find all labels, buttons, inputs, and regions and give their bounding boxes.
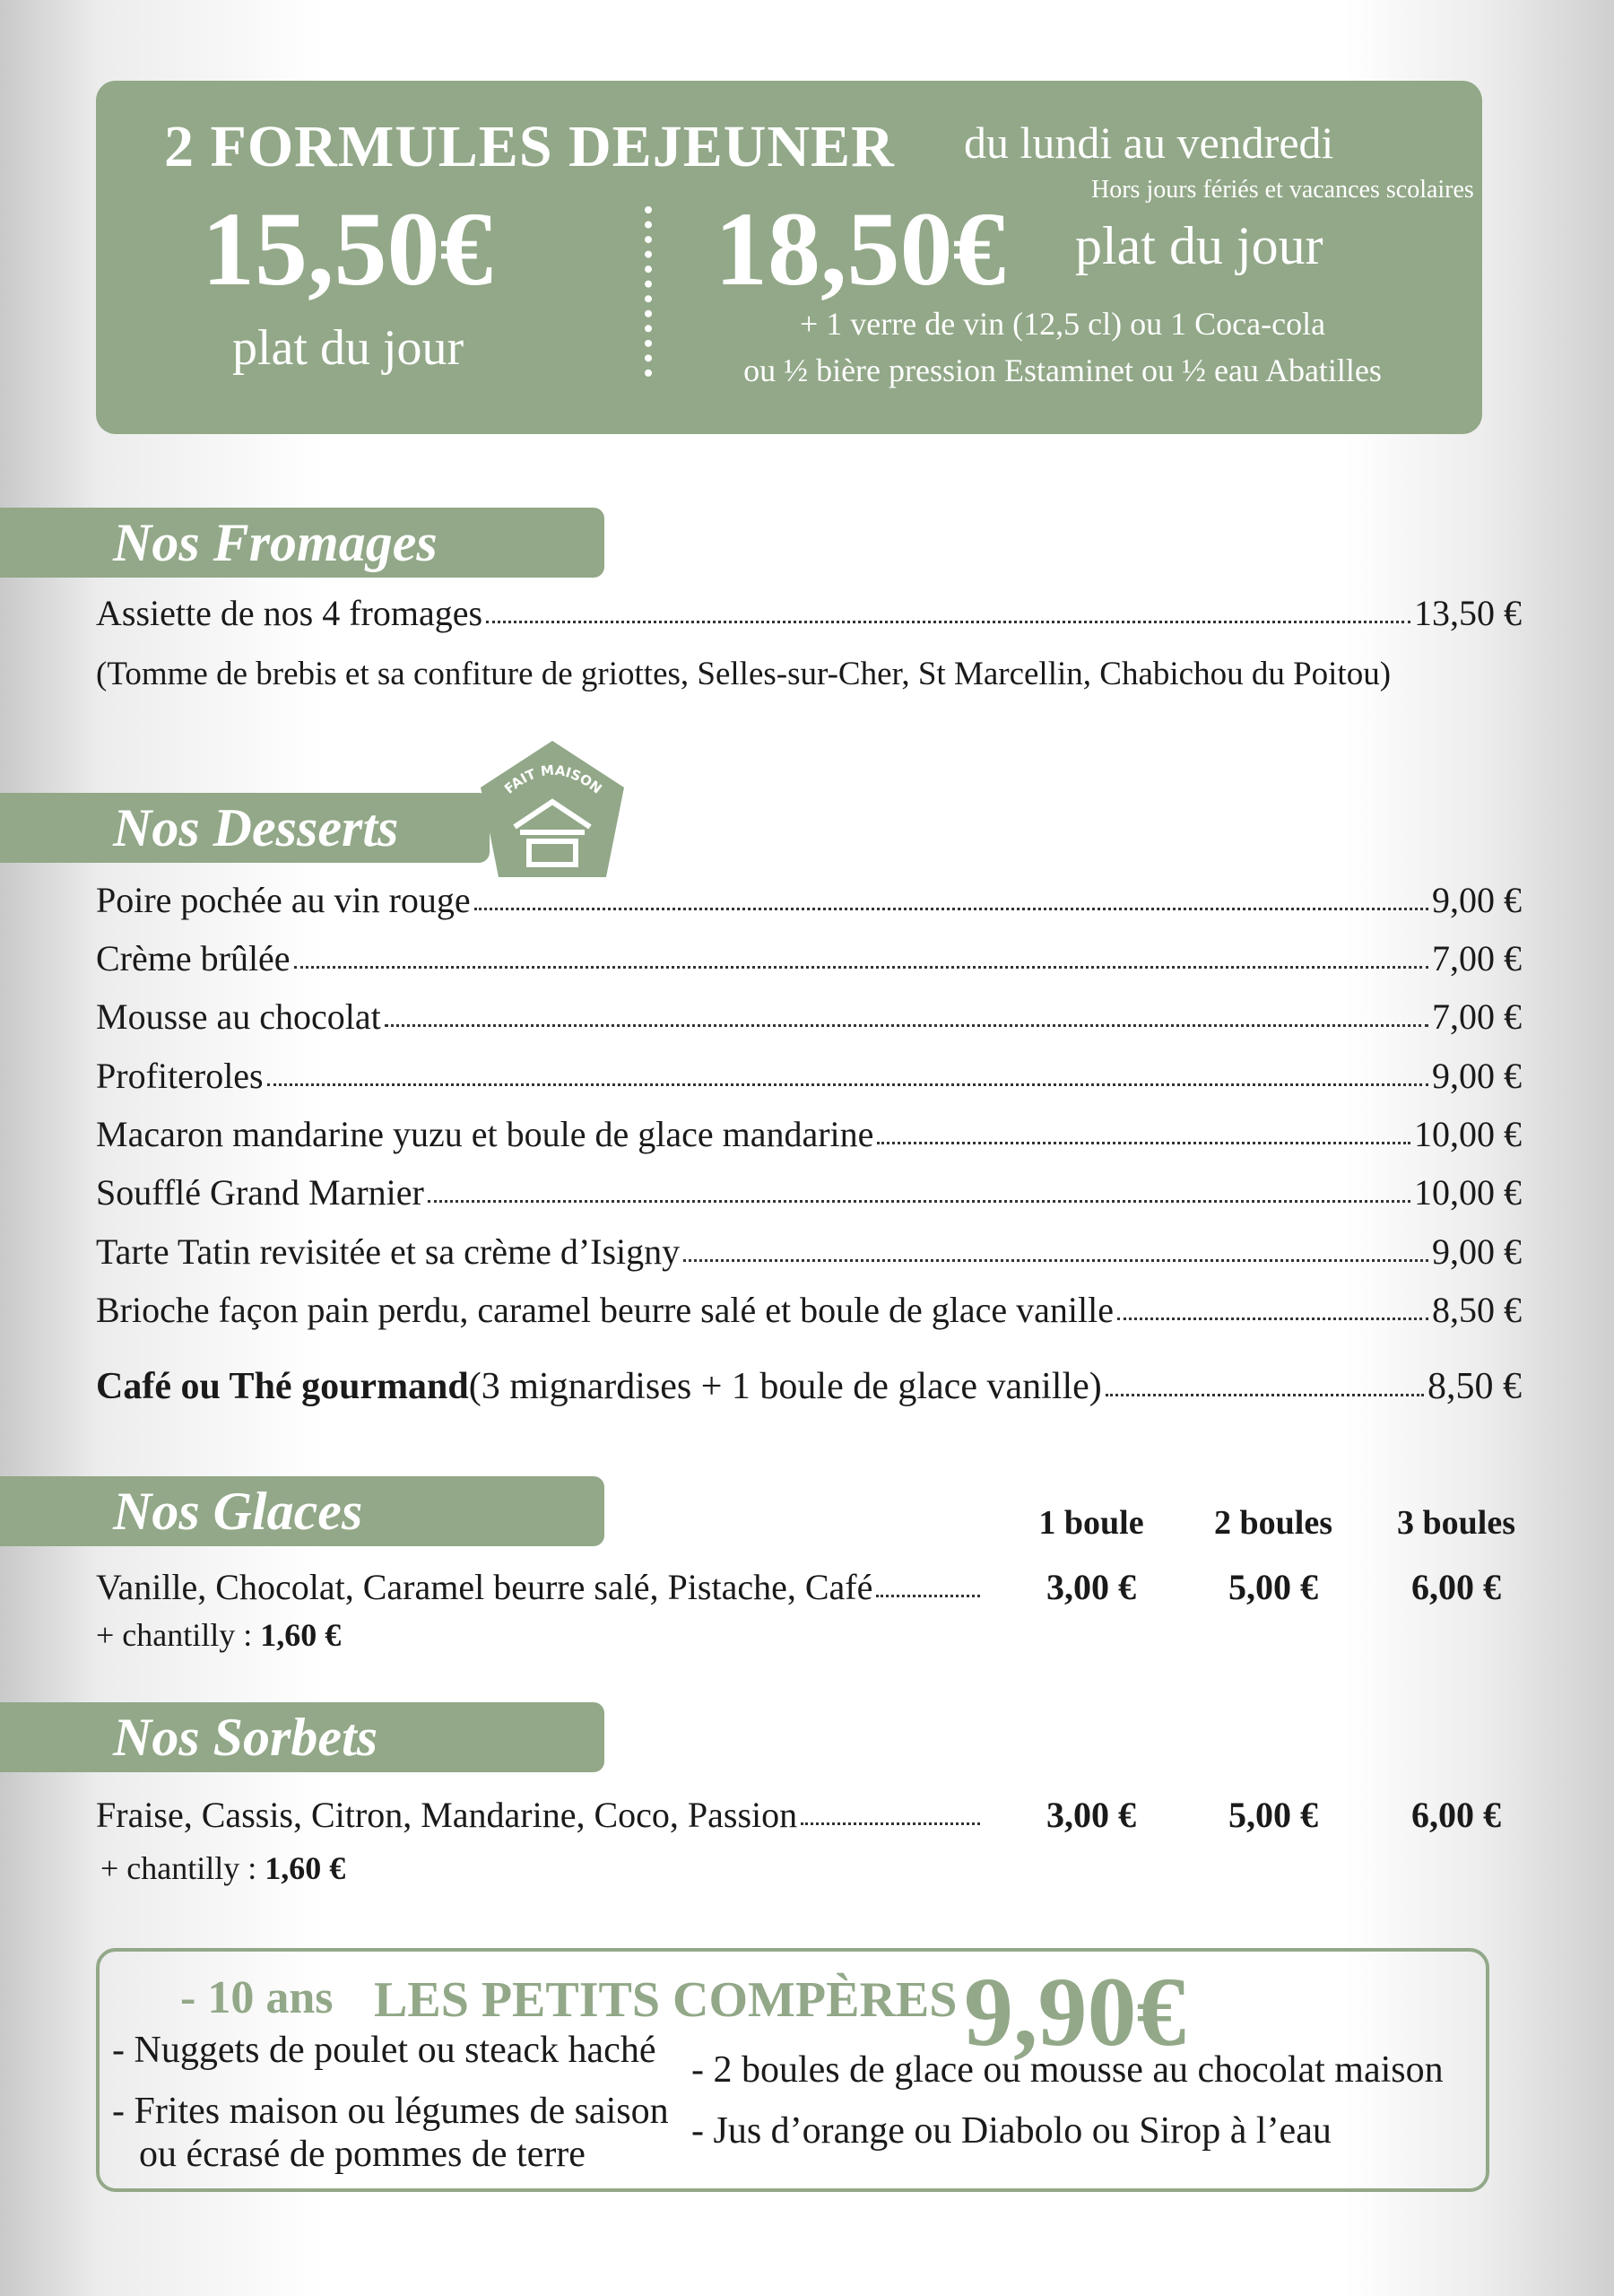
leader-dots bbox=[486, 621, 1410, 623]
leader-dots bbox=[294, 966, 1428, 969]
item-name: Poire pochée au vin rouge bbox=[96, 880, 471, 920]
kids-item: ou écrasé de pommes de terre bbox=[139, 2134, 586, 2175]
menu-line bbox=[96, 592, 1522, 642]
section-tab-fromages bbox=[0, 508, 604, 578]
menu-line bbox=[96, 937, 1522, 987]
formules-note: Hors jours fériés et vacances scolaires bbox=[1091, 176, 1474, 204]
section-tab-sorbets bbox=[0, 1702, 604, 1772]
sorbets-flavors: Fraise, Cassis, Citron, Mandarine, Coco, Passion bbox=[96, 1795, 798, 1835]
leader-dots bbox=[683, 1259, 1428, 1262]
sorbets-price-3: 6,00 € bbox=[1411, 1795, 1501, 1835]
formule-2-price: 18,50€ bbox=[715, 190, 1006, 308]
sorbets-chantilly bbox=[100, 1849, 345, 1887]
glaces-flavors: Vanille, Chocolat, Caramel beurre salé, Pistache, Café bbox=[96, 1567, 873, 1607]
kids-item: - Nuggets de poulet ou steack haché bbox=[112, 2030, 656, 2071]
menu-line bbox=[96, 1055, 1522, 1105]
column-header-2-boules: 2 boules bbox=[1214, 1504, 1332, 1542]
section-title-sorbets: Nos Sorbets bbox=[113, 1708, 378, 1767]
chantilly-price: 1,60 € bbox=[260, 1617, 342, 1653]
item-name: Assiette de nos 4 fromages bbox=[96, 593, 483, 633]
item-price: 10,00 € bbox=[1414, 1114, 1522, 1154]
item-price: 9,00 € bbox=[1432, 1231, 1522, 1272]
kids-age: - 10 ans bbox=[180, 1972, 334, 2023]
section-title-fromages: Nos Fromages bbox=[113, 513, 438, 572]
item-name: Mousse au chocolat bbox=[96, 996, 381, 1037]
menu-line bbox=[96, 1289, 1522, 1339]
formules-title: 2 FORMULES DEJEUNER bbox=[164, 114, 895, 179]
leader-dots bbox=[876, 1595, 980, 1597]
sorbets-price-2: 5,00 € bbox=[1228, 1795, 1318, 1835]
kids-item: - 2 boules de glace ou mousse au chocolat maison bbox=[691, 2049, 1444, 2091]
formule-1-price: 15,50€ bbox=[202, 190, 493, 308]
glaces-line bbox=[96, 1566, 984, 1608]
glaces-price-2: 5,00 € bbox=[1228, 1567, 1318, 1607]
glaces-chantilly bbox=[96, 1616, 341, 1654]
menu-line bbox=[96, 879, 1522, 929]
sorbets-price-1: 3,00 € bbox=[1046, 1795, 1136, 1835]
formules-banner bbox=[96, 81, 1482, 434]
leader-dots bbox=[801, 1822, 980, 1825]
leader-dots bbox=[1117, 1318, 1428, 1320]
item-name: Crème brûlée bbox=[96, 938, 291, 978]
leader-dots bbox=[428, 1200, 1410, 1203]
item-name: Soufflé Grand Marnier bbox=[96, 1172, 424, 1213]
column-header-3-boules: 3 boules bbox=[1397, 1504, 1515, 1542]
menu-line bbox=[96, 1171, 1522, 1222]
sorbets-line bbox=[96, 1794, 984, 1836]
item-price: 8,50 € bbox=[1432, 1290, 1522, 1330]
kids-title: LES PETITS COMPÈRES bbox=[374, 1972, 958, 2028]
item-price: 7,00 € bbox=[1432, 938, 1522, 978]
section-tab-desserts bbox=[0, 793, 490, 863]
item-price: 9,00 € bbox=[1432, 1056, 1522, 1096]
gourmand-detail: (3 mignardises + 1 boule de glace vanille) bbox=[468, 1366, 1102, 1407]
formules-divider bbox=[645, 206, 652, 377]
leader-dots bbox=[877, 1142, 1410, 1144]
chantilly-price: 1,60 € bbox=[265, 1850, 346, 1886]
leader-dots bbox=[385, 1024, 1428, 1027]
kids-menu-box bbox=[96, 1948, 1489, 2192]
item-price: 13,50 € bbox=[1414, 593, 1522, 633]
item-price: 7,00 € bbox=[1432, 996, 1522, 1037]
item-price: 8,50 € bbox=[1427, 1366, 1522, 1407]
fait-maison-badge-icon bbox=[475, 737, 629, 881]
formules-days: du lundi au vendredi bbox=[964, 117, 1334, 168]
leader-dots bbox=[267, 1083, 1428, 1086]
item-price: 10,00 € bbox=[1414, 1172, 1522, 1213]
menu-line bbox=[96, 1113, 1522, 1163]
item-price: 9,00 € bbox=[1432, 880, 1522, 920]
item-name: Brioche façon pain perdu, caramel beurre salé et boule de glace vanille bbox=[96, 1290, 1114, 1330]
kids-item: - Jus d’orange ou Diabolo ou Sirop à l’eau bbox=[691, 2110, 1332, 2152]
fromages-detail: (Tomme de brebis et sa confiture de griottes, Selles-sur-Cher, St Marcellin, Chabichou du Poitou) bbox=[96, 656, 1392, 692]
menu-line-gourmand bbox=[96, 1365, 1522, 1415]
item-name: Macaron mandarine yuzu et boule de glace mandarine bbox=[96, 1114, 874, 1154]
menu-line bbox=[96, 996, 1522, 1046]
leader-dots bbox=[1106, 1394, 1424, 1396]
formule-2-label: plat du jour bbox=[1075, 216, 1323, 275]
glaces-price-3: 6,00 € bbox=[1411, 1567, 1501, 1607]
leader-dots bbox=[474, 908, 1428, 910]
item-name: Tarte Tatin revisitée et sa crème d’Isigny bbox=[96, 1231, 681, 1272]
formule-1-label: plat du jour bbox=[232, 320, 464, 376]
section-title-desserts: Nos Desserts bbox=[113, 798, 399, 857]
glaces-price-1: 3,00 € bbox=[1046, 1567, 1136, 1607]
chantilly-label: + chantilly : bbox=[96, 1617, 261, 1653]
item-name: Profiteroles bbox=[96, 1056, 264, 1096]
kids-item: - Frites maison ou légumes de saison bbox=[112, 2091, 669, 2132]
kids-price: 9,90€ bbox=[964, 1957, 1186, 2066]
section-title-glaces: Nos Glaces bbox=[113, 1482, 363, 1541]
formule-2-includes-2: ou ½ bière pression Estaminet ou ½ eau Abatilles bbox=[743, 352, 1382, 388]
menu-line bbox=[96, 1231, 1522, 1281]
chantilly-label: + chantilly : bbox=[100, 1850, 265, 1886]
gourmand-name: Café ou Thé gourmand bbox=[96, 1366, 469, 1407]
formule-2-includes-1: + 1 verre de vin (12,5 cl) ou 1 Coca-cola bbox=[799, 306, 1326, 342]
badge-label: FAIT MAISON bbox=[501, 761, 605, 797]
section-tab-glaces bbox=[0, 1476, 604, 1546]
column-header-1-boule: 1 boule bbox=[1038, 1504, 1144, 1542]
